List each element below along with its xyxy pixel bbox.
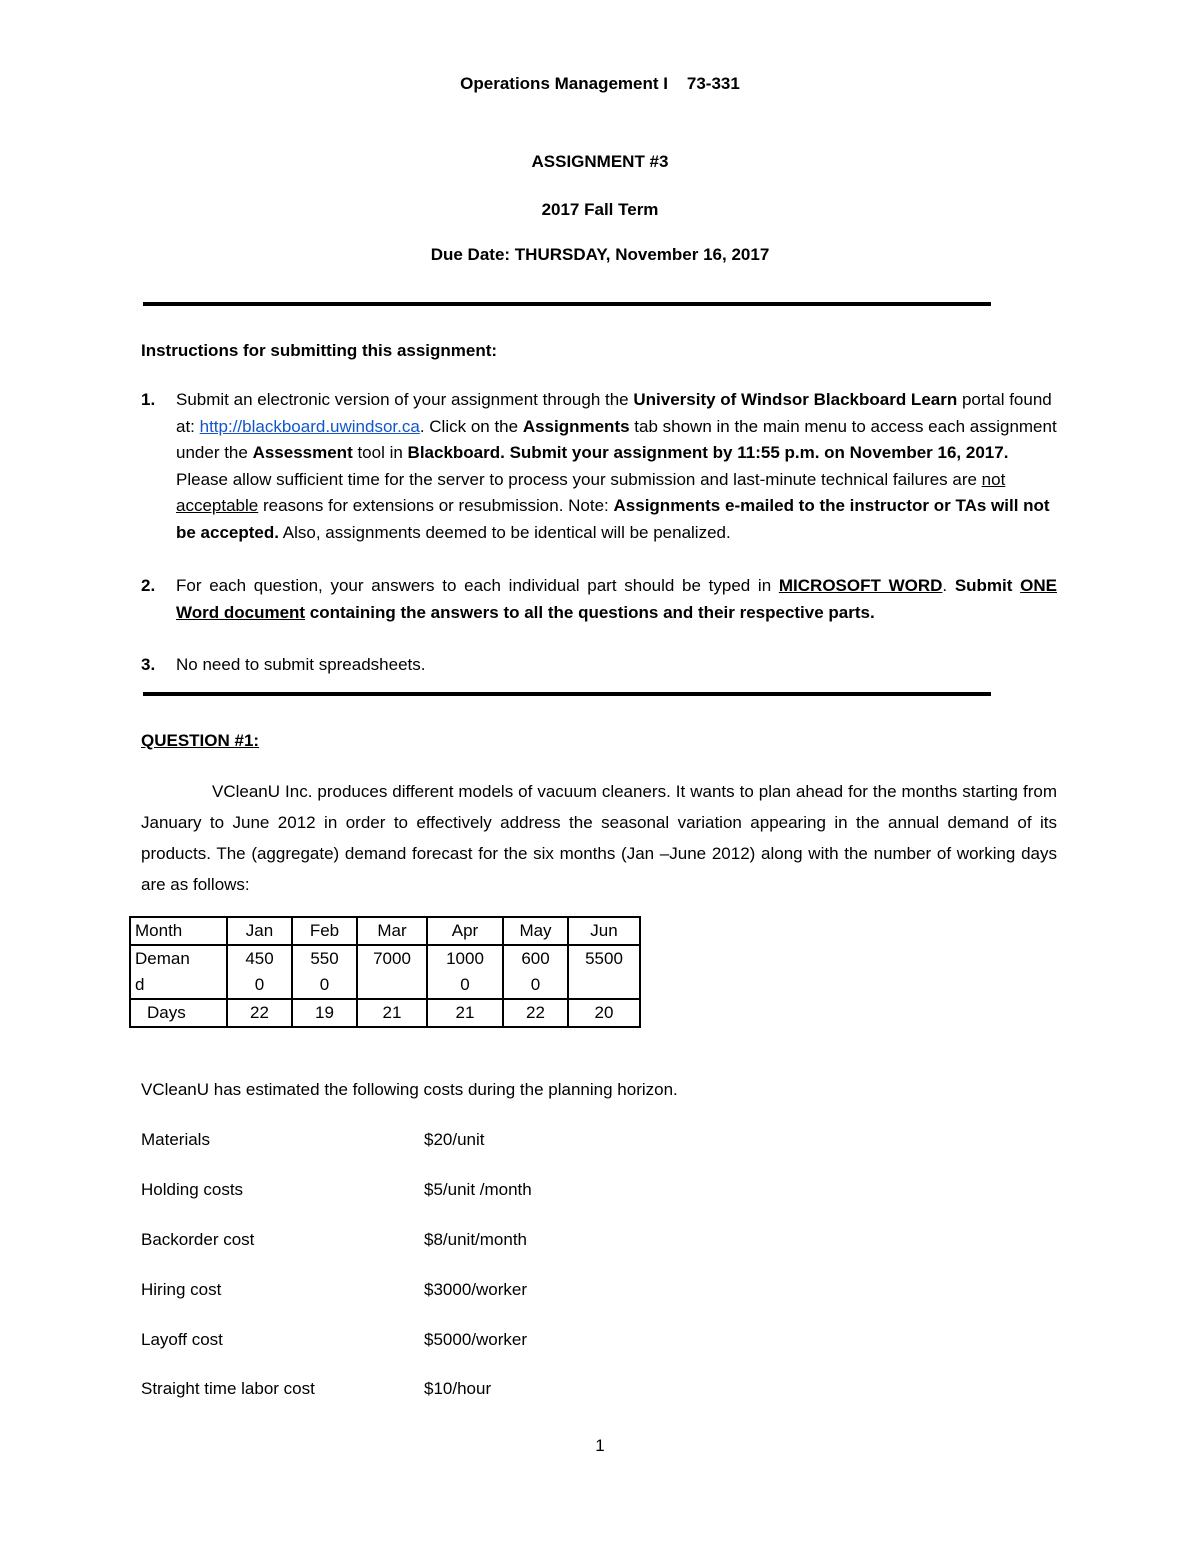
blackboard-link[interactable]: http://blackboard.uwindsor.ca [199, 416, 420, 436]
table-cell: Days [130, 999, 227, 1027]
question-1-heading: QUESTION #1: [141, 731, 260, 750]
table-cell: 21 [427, 999, 503, 1027]
table-cell: Apr [427, 917, 503, 945]
table-cell: Jun [568, 917, 640, 945]
table-cell: 600 0 [503, 945, 568, 999]
table-cell: 1000 0 [427, 945, 503, 999]
table-cell: Deman d [130, 945, 227, 999]
instruction-item-1: 1. Submit an electronic version of your assignment through the University of Windsor Blackboard Learn portal found at: http://blackboard.uwindsor.ca. Click on the Assignments tab shown in the main menu to access each assignment under the Assessment tool in Blackboard. Submit your assignment by 11:55 p.m. on November 16, 2017. Please allow sufficient time for the server to process your submission and last-minute technical failures are not acceptable reasons for extensions or resubmission. Note: Assignments e-mailed to the instructor or TAs will not be accepted. Also, assignments deemed to be identical will be penalized. [141, 390, 1057, 542]
divider-top [143, 302, 991, 306]
cost-label: Backorder cost [141, 1230, 255, 1249]
table-cell: 20 [568, 999, 640, 1027]
term: 2017 Fall Term [541, 200, 659, 219]
table-cell: Month [130, 917, 227, 945]
course-name: Operations Management I [460, 74, 668, 93]
cost-value: $20/unit [424, 1130, 485, 1149]
course-code: 73-331 [686, 74, 740, 93]
cost-label: Holding costs [141, 1180, 244, 1199]
table-cell: 22 [227, 999, 292, 1027]
cost-value: $5000/worker [424, 1330, 528, 1349]
cost-label: Layoff cost [141, 1330, 223, 1349]
divider-bottom [143, 692, 991, 696]
table-cell: 19 [292, 999, 357, 1027]
table-cell: 5500 [568, 945, 640, 999]
table-cell: Mar [357, 917, 427, 945]
due-date: Due Date: THURSDAY, November 16, 2017 [430, 245, 770, 264]
table-header-row [130, 917, 640, 945]
table-cell: 22 [503, 999, 568, 1027]
cost-value: $3000/worker [424, 1280, 528, 1299]
instructions-heading: Instructions for submitting this assignment: [141, 341, 498, 360]
instruction-item-2: 2. For each question, your answers to each individual part should be typed in MICROSOFT WORD. Submit ONE Word document containing the answers to all the questions and their respective parts. [141, 576, 1057, 622]
table-cell: 550 0 [292, 945, 357, 999]
instruction-item-3: 3. No need to submit spreadsheets. [141, 655, 426, 674]
table-cell: Jan [227, 917, 292, 945]
cost-value: $10/hour [424, 1379, 492, 1398]
demand-table [129, 916, 641, 1028]
cost-value: $8/unit/month [424, 1230, 528, 1249]
table-cell: 450 0 [227, 945, 292, 999]
table-cell: Feb [292, 917, 357, 945]
cost-label: Materials [141, 1130, 210, 1149]
cost-label: Straight time labor cost [141, 1379, 315, 1398]
course-title [0, 74, 1200, 94]
table-cell: May [503, 917, 568, 945]
question-1-paragraph: VCleanU Inc. produces different models of vacuum cleaners. It wants to plan ahead for the months starting from January to June 2012 in order to effectively address the seasonal variation appearing in the annual demand of its products. The (aggregate) demand forecast for the six months (Jan –June 2012) along with the number of working days are as follows: [141, 782, 1057, 894]
table-row-demand [130, 945, 640, 999]
costs-intro: VCleanU has estimated the following costs during the planning horizon. [141, 1080, 678, 1099]
table-cell: 21 [357, 999, 427, 1027]
assignment-title: ASSIGNMENT #3 [531, 152, 669, 171]
cost-value: $5/unit /month [424, 1180, 532, 1199]
cost-label: Hiring cost [141, 1280, 222, 1299]
table-cell: 7000 [357, 945, 427, 999]
table-row-days [130, 999, 640, 1027]
page-number: 1 [595, 1436, 605, 1455]
